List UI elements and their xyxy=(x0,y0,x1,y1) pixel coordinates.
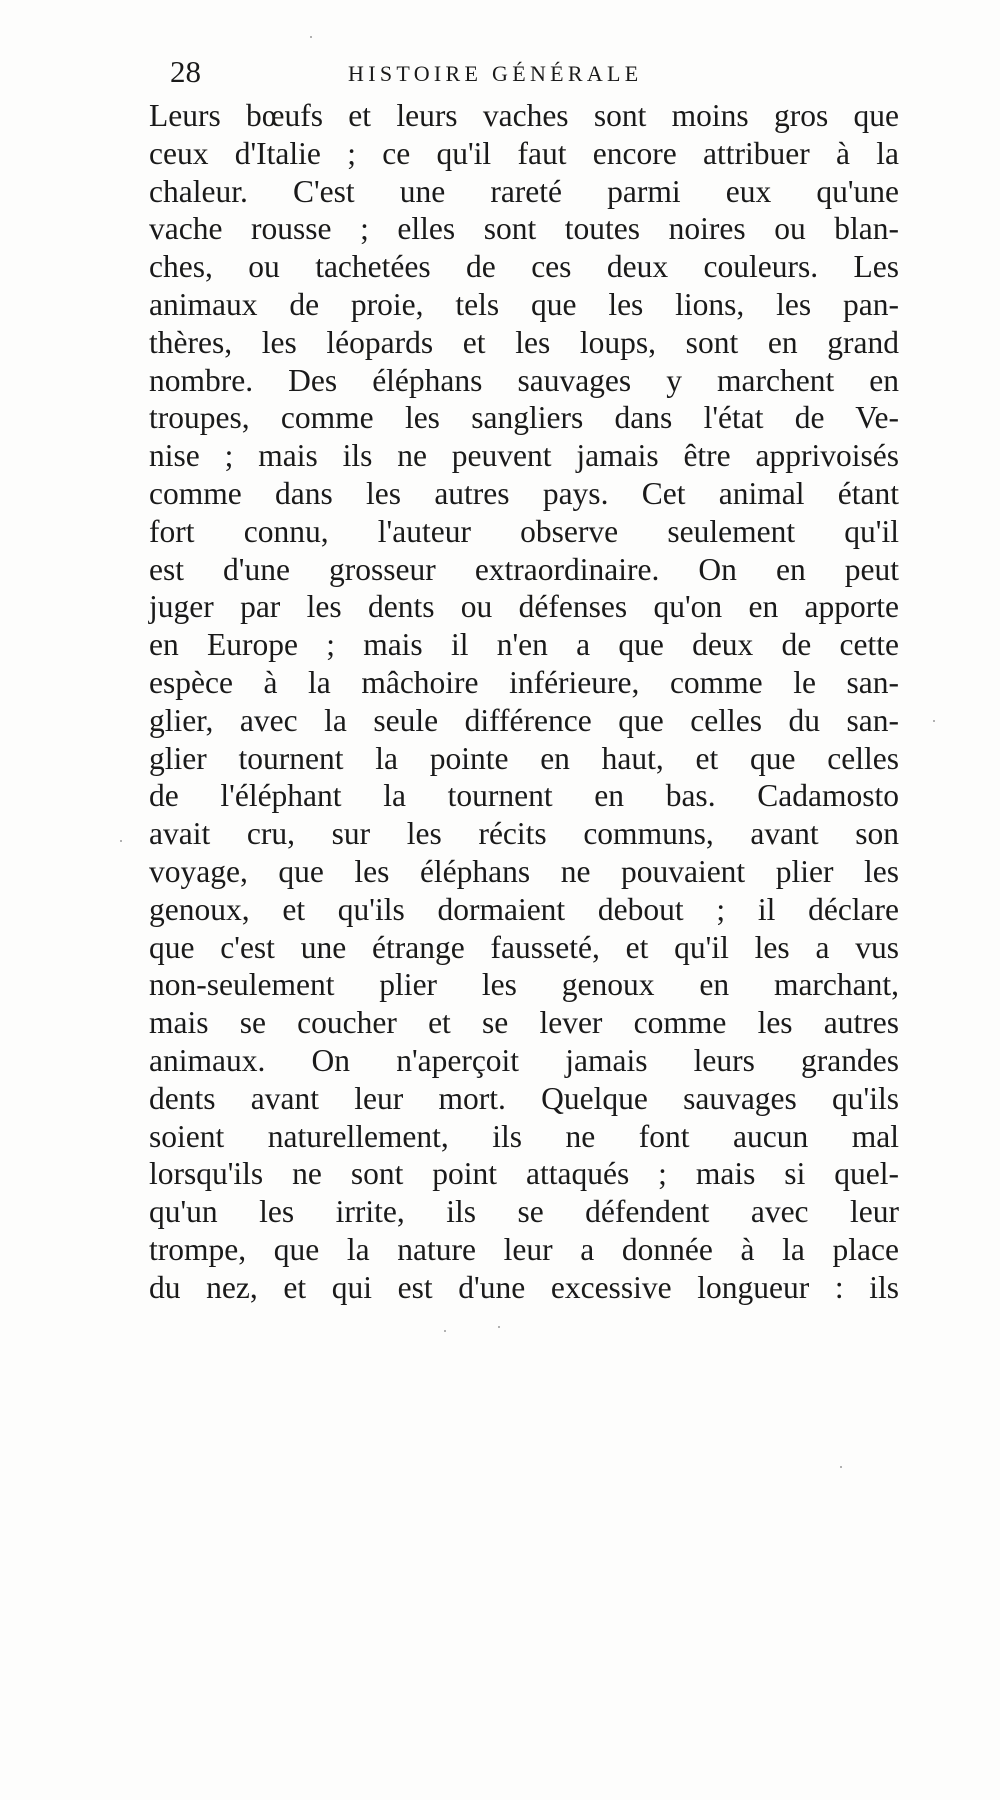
text-line: animaux. On n'aperçoit jamais leurs grandes xyxy=(149,1042,899,1078)
text-line: vache rousse ; elles sont toutes noires ou blan- xyxy=(149,211,899,247)
text-line: Leurs bœufs et leurs vaches sont moins gros que xyxy=(149,98,899,133)
print-speck xyxy=(444,1330,446,1332)
page-number: 28 xyxy=(170,54,201,89)
text-line: animaux de proie, tels que les lions, les pan- xyxy=(149,286,899,322)
text-line: glier tournent la pointe en haut, et que celles xyxy=(149,740,899,776)
text-line: voyage, que les éléphans ne pouvaient plier les xyxy=(149,853,899,889)
text-line: genoux, et qu'ils dormaient debout ; il déclare xyxy=(149,891,899,927)
text-line: ceux d'Italie ; ce qu'il faut encore attribuer à la xyxy=(149,135,899,171)
text-line: fort connu, l'auteur observe seulement qu'il xyxy=(149,513,899,549)
text-line: juger par les dents ou défenses qu'on en apporte xyxy=(149,589,899,625)
text-line: est d'une grosseur extraordinaire. On en peut xyxy=(149,551,899,587)
text-line: nombre. Des éléphans sauvages y marchent en xyxy=(149,362,899,398)
text-line: chaleur. C'est une rareté parmi eux qu'une xyxy=(149,173,899,209)
text-line: avait cru, sur les récits communs, avant son xyxy=(149,816,899,852)
text-line: comme dans les autres pays. Cet animal étant xyxy=(149,475,899,511)
text-line: qu'un les irrite, ils se défendent avec leur xyxy=(149,1194,899,1230)
body-text xyxy=(149,97,899,1307)
text-line: de l'éléphant la tournent en bas. Cadamosto xyxy=(149,778,899,814)
print-speck xyxy=(498,1326,500,1328)
text-line: trompe, que la nature leur a donnée à la place xyxy=(149,1231,899,1267)
text-line: lorsqu'ils ne sont point attaqués ; mais si quel- xyxy=(149,1156,899,1192)
page-header xyxy=(170,52,730,92)
text-line: que c'est une étrange fausseté, et qu'il les a vus xyxy=(149,929,899,965)
print-speck xyxy=(933,720,935,722)
text-line: mais se coucher et se lever comme les autres xyxy=(149,1005,899,1041)
text-line: soient naturellement, ils ne font aucun mal xyxy=(149,1118,899,1154)
print-speck xyxy=(120,840,122,842)
text-line: en Europe ; mais il n'en a que deux de cette xyxy=(149,627,899,663)
text-line: glier, avec la seule différence que celles du san- xyxy=(149,702,899,738)
print-speck xyxy=(840,1466,842,1468)
text-line: nise ; mais ils ne peuvent jamais être apprivoisés xyxy=(149,438,899,474)
text-line: non-seulement plier les genoux en marchant, xyxy=(149,967,899,1003)
running-head: HISTOIRE GÉNÉRALE xyxy=(348,61,643,86)
print-speck xyxy=(310,36,312,38)
text-line: dents avant leur mort. Quelque sauvages qu'ils xyxy=(149,1080,899,1116)
text-line: espèce à la mâchoire inférieure, comme le san- xyxy=(149,664,899,700)
text-line: du nez, et qui est d'une excessive longueur : ils xyxy=(149,1269,899,1305)
text-line: ches, ou tachetées de ces deux couleurs. Les xyxy=(149,249,899,285)
text-line: thères, les léopards et les loups, sont en grand xyxy=(149,324,899,360)
text-line: troupes, comme les sangliers dans l'état de Ve- xyxy=(149,400,899,436)
